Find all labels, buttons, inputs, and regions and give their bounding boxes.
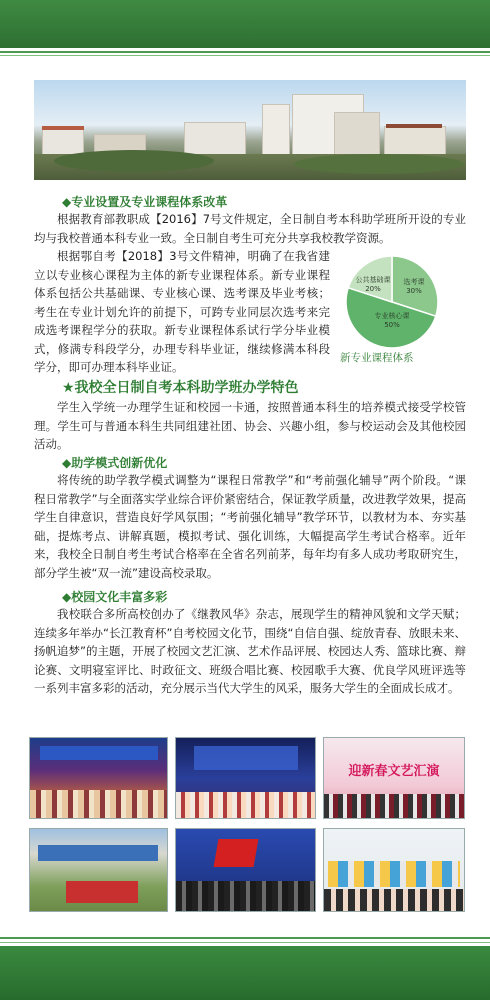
gallery-photo-student-activity: [323, 828, 465, 912]
top-divider-line-thin: [0, 55, 490, 56]
pie-value-core: 50%: [384, 321, 400, 329]
paragraph-curriculum-1: 根据教育部教职成【2016】7号文件规定，全日制自考本科助学班所开设的专业均与我校普通本科专业一致。全日制自考生可充分共享我校教学资源。: [34, 212, 466, 245]
top-green-band: [0, 0, 490, 48]
paragraph-campus-culture: 我校联合多所高校创办了《继教风华》杂志，展现学生的精神风貌和文学天赋；连续多年举办“长江教育杯”自考校园文化节，围绕“自信自强、绽放青春、放眼未来、扬帆追梦”的主题，开展了校园文艺汇演、艺术作品评展、校园达人秀、篮球比赛、辩论赛、文明寝室评比、时政征文、班级合唱比赛、校园歌手大赛、优良学风班评选等一系列丰富多彩的活动，充分展示当代大学生的风采，服务大学生的全面成长成才。: [34, 607, 466, 695]
gallery-photo-sports-meet: [29, 828, 168, 912]
pie-label-public: 公共基础课: [355, 276, 391, 284]
pie-svg: [344, 254, 440, 350]
section-heading-campus-culture: ◆校园文化丰富多彩: [62, 590, 168, 604]
gallery-photo-stage-show: [29, 737, 168, 819]
pie-label-core: 专业核心课: [374, 312, 410, 320]
gallery-photo-new-year-gala: [323, 737, 465, 819]
paragraph-curriculum-2: 根据鄂自考【2018】3号文件精神，明确了在我省建立以专业核心课程为主体的新专业课程体系。新专业课程体系包括公共基础课、专业核心课、选考课及毕业考核；考生在专业计划允许的前提下，可跨专业同层次选考来完成选考课程学分的获取。新专业课程体系试行学分毕业模式，修满专科段学分，办理专科毕业证，继续修满本科段学分，即可办理本科毕业证。: [34, 249, 330, 374]
top-divider-line: [0, 51, 490, 53]
bottom-divider-line: [0, 937, 490, 939]
section-heading-curriculum: ◆专业设置及专业课程体系改革: [62, 195, 228, 209]
bottom-green-band: [0, 946, 490, 1000]
pie-chart-caption: 新专业课程体系: [340, 352, 414, 364]
gallery-photo-culture-festival: [175, 737, 316, 819]
pie-label-elective: 选考课: [403, 278, 425, 286]
gallery-banner-text: 迎新春文艺汇演: [348, 764, 440, 779]
gallery-photo-flag-ceremony: [175, 828, 316, 912]
bottom-divider-line-thin: [0, 942, 490, 943]
pie-value-public: 20%: [365, 285, 381, 293]
campus-photo: [34, 80, 466, 180]
paragraph-features: 学生入学统一办理学生证和校园一卡通，按照普通本科生的培养模式接受学校管理。学生可与普通本科生共同组建社团、协会、兴趣小组，参与校运动会及其他校园活动。: [34, 400, 466, 451]
curriculum-pie-chart: [344, 254, 440, 350]
paragraph-teaching-mode: 将传统的助学教学模式调整为“课程日常教学”和“考前强化辅导”两个阶段。“课程日常教学”与全面落实学业综合评价紧密结合，保证教学质量，改进教学效果，提高学生自律意识，营造良好学风氛围；“考前强化辅导”教学环节，以教材为本、夯实基础，提炼考点、讲解真题，模拟考试、强化训练，大幅提高学生考试合格率。近年来，我校全日制自考生考试合格率在全省名列前茅，每年均有多人成功考取研究生，部分学生被“双一流”建设高校录取。: [34, 473, 466, 580]
section-heading-teaching-mode: ◆助学模式创新优化: [62, 456, 168, 470]
pie-value-elective: 30%: [406, 287, 422, 295]
section-heading-features: ★我校全日制自考本科助学班办学特色: [62, 380, 299, 396]
